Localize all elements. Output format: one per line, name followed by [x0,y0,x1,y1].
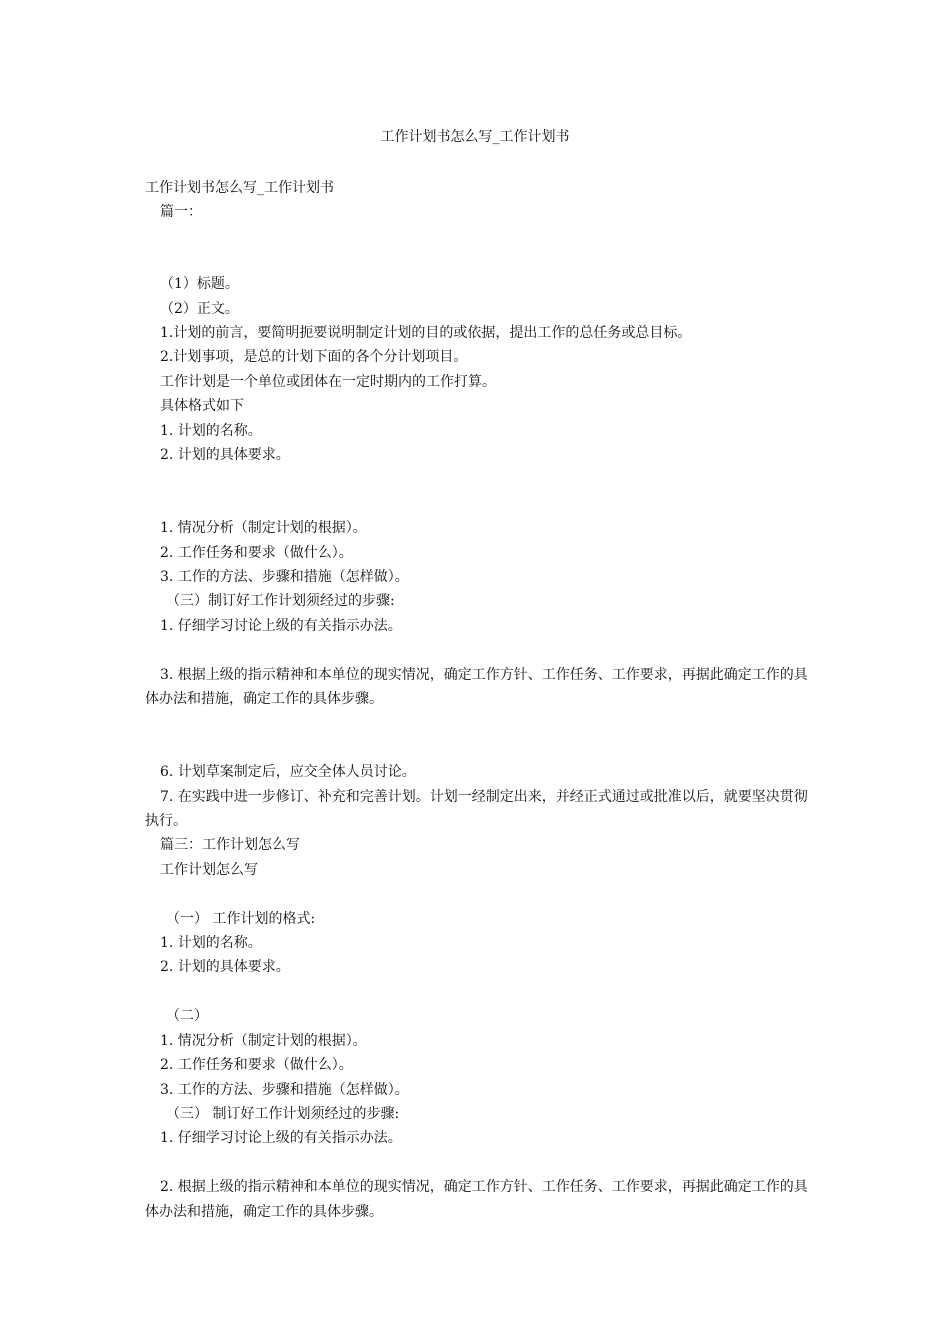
spacer [145,467,813,491]
spacer [145,1151,813,1175]
section-label: （二） [166,1008,208,1025]
paragraph: 工作计划是一个单位或团体在一定时期内的工作打算。 [160,373,496,390]
spacer [145,225,813,249]
spacer [145,882,813,906]
spacer [145,638,813,662]
spacer [145,492,813,516]
list-item: 1. 情况分析（制定计划的根据）。 [160,1032,367,1049]
document-body [145,176,813,1224]
list-item: 1. 计划的名称。 [160,422,262,439]
paragraph: 具体格式如下 [160,398,244,415]
list-item: 1. 计划的名称。 [160,935,262,952]
paragraph: 工作计划怎么写 [160,861,258,878]
paragraph: 1.计划的前言，要简明扼要说明制定计划的目的或依据，提出工作的总任务或总目标。 [160,325,692,342]
paragraph [145,663,813,712]
paragraph-text: 3. 根据上级的指示精神和本单位的现实情况，确定工作方针、工作任务、工作要求，再据此确定工作的具体办法和措施，确定工作的具体步骤。 [145,666,808,708]
list-item: 2. 计划的具体要求。 [160,447,290,464]
section-label: （一） 工作计划的格式: [166,910,316,927]
paragraph-text: 7. 在实践中进一步修订、补充和完善计划。计划一经制定出来，并经正式通过或批准以后，就要坚决贯彻执行。 [145,788,808,830]
spacer [145,249,813,272]
list-item: 3. 工作的方法、步骤和措施（怎样做）。 [160,1081,409,1098]
spacer [145,736,813,760]
paragraph [145,1175,813,1224]
list-item: 6. 计划草案制定后，应交全体人员讨论。 [160,764,416,781]
paragraph-text: 2. 根据上级的指示精神和本单位的现实情况，确定工作方针、工作任务、工作要求，再据此确定工作的具体办法和措施，确定工作的具体步骤。 [145,1179,808,1220]
paragraph: （2）正文。 [160,300,239,317]
list-item: 2. 计划的具体要求。 [160,959,290,976]
paragraph [145,785,813,834]
list-item: 3. 工作的方法、步骤和措施（怎样做）。 [160,569,409,586]
list-item: 2. 工作任务和要求（做什么）。 [160,1057,353,1074]
spacer [145,711,813,735]
list-item: 1. 情况分析（制定计划的根据）。 [160,520,367,537]
section-label: （三）制订好工作计划须经过的步骤: [166,593,395,610]
section-label: （三） 制订好工作计划须经过的步骤: [166,1105,400,1122]
list-item: 1. 仔细学习讨论上级的有关指示办法。 [160,1130,402,1147]
body-heading: 工作计划书怎么写_工作计划书 [145,180,334,196]
section-label: 篇三：工作计划怎么写 [160,837,300,854]
list-item: 2. 工作任务和要求（做什么）。 [160,544,353,561]
list-item: 1. 仔细学习讨论上级的有关指示办法。 [160,617,402,634]
spacer [145,980,813,1004]
section-label: 篇一： [160,204,202,221]
document-title: 工作计划书怎么写_工作计划书 [380,129,570,145]
paragraph: 2.计划事项，是总的计划下面的各个分计划项目。 [160,349,468,366]
paragraph: （1）标题。 [160,276,239,293]
